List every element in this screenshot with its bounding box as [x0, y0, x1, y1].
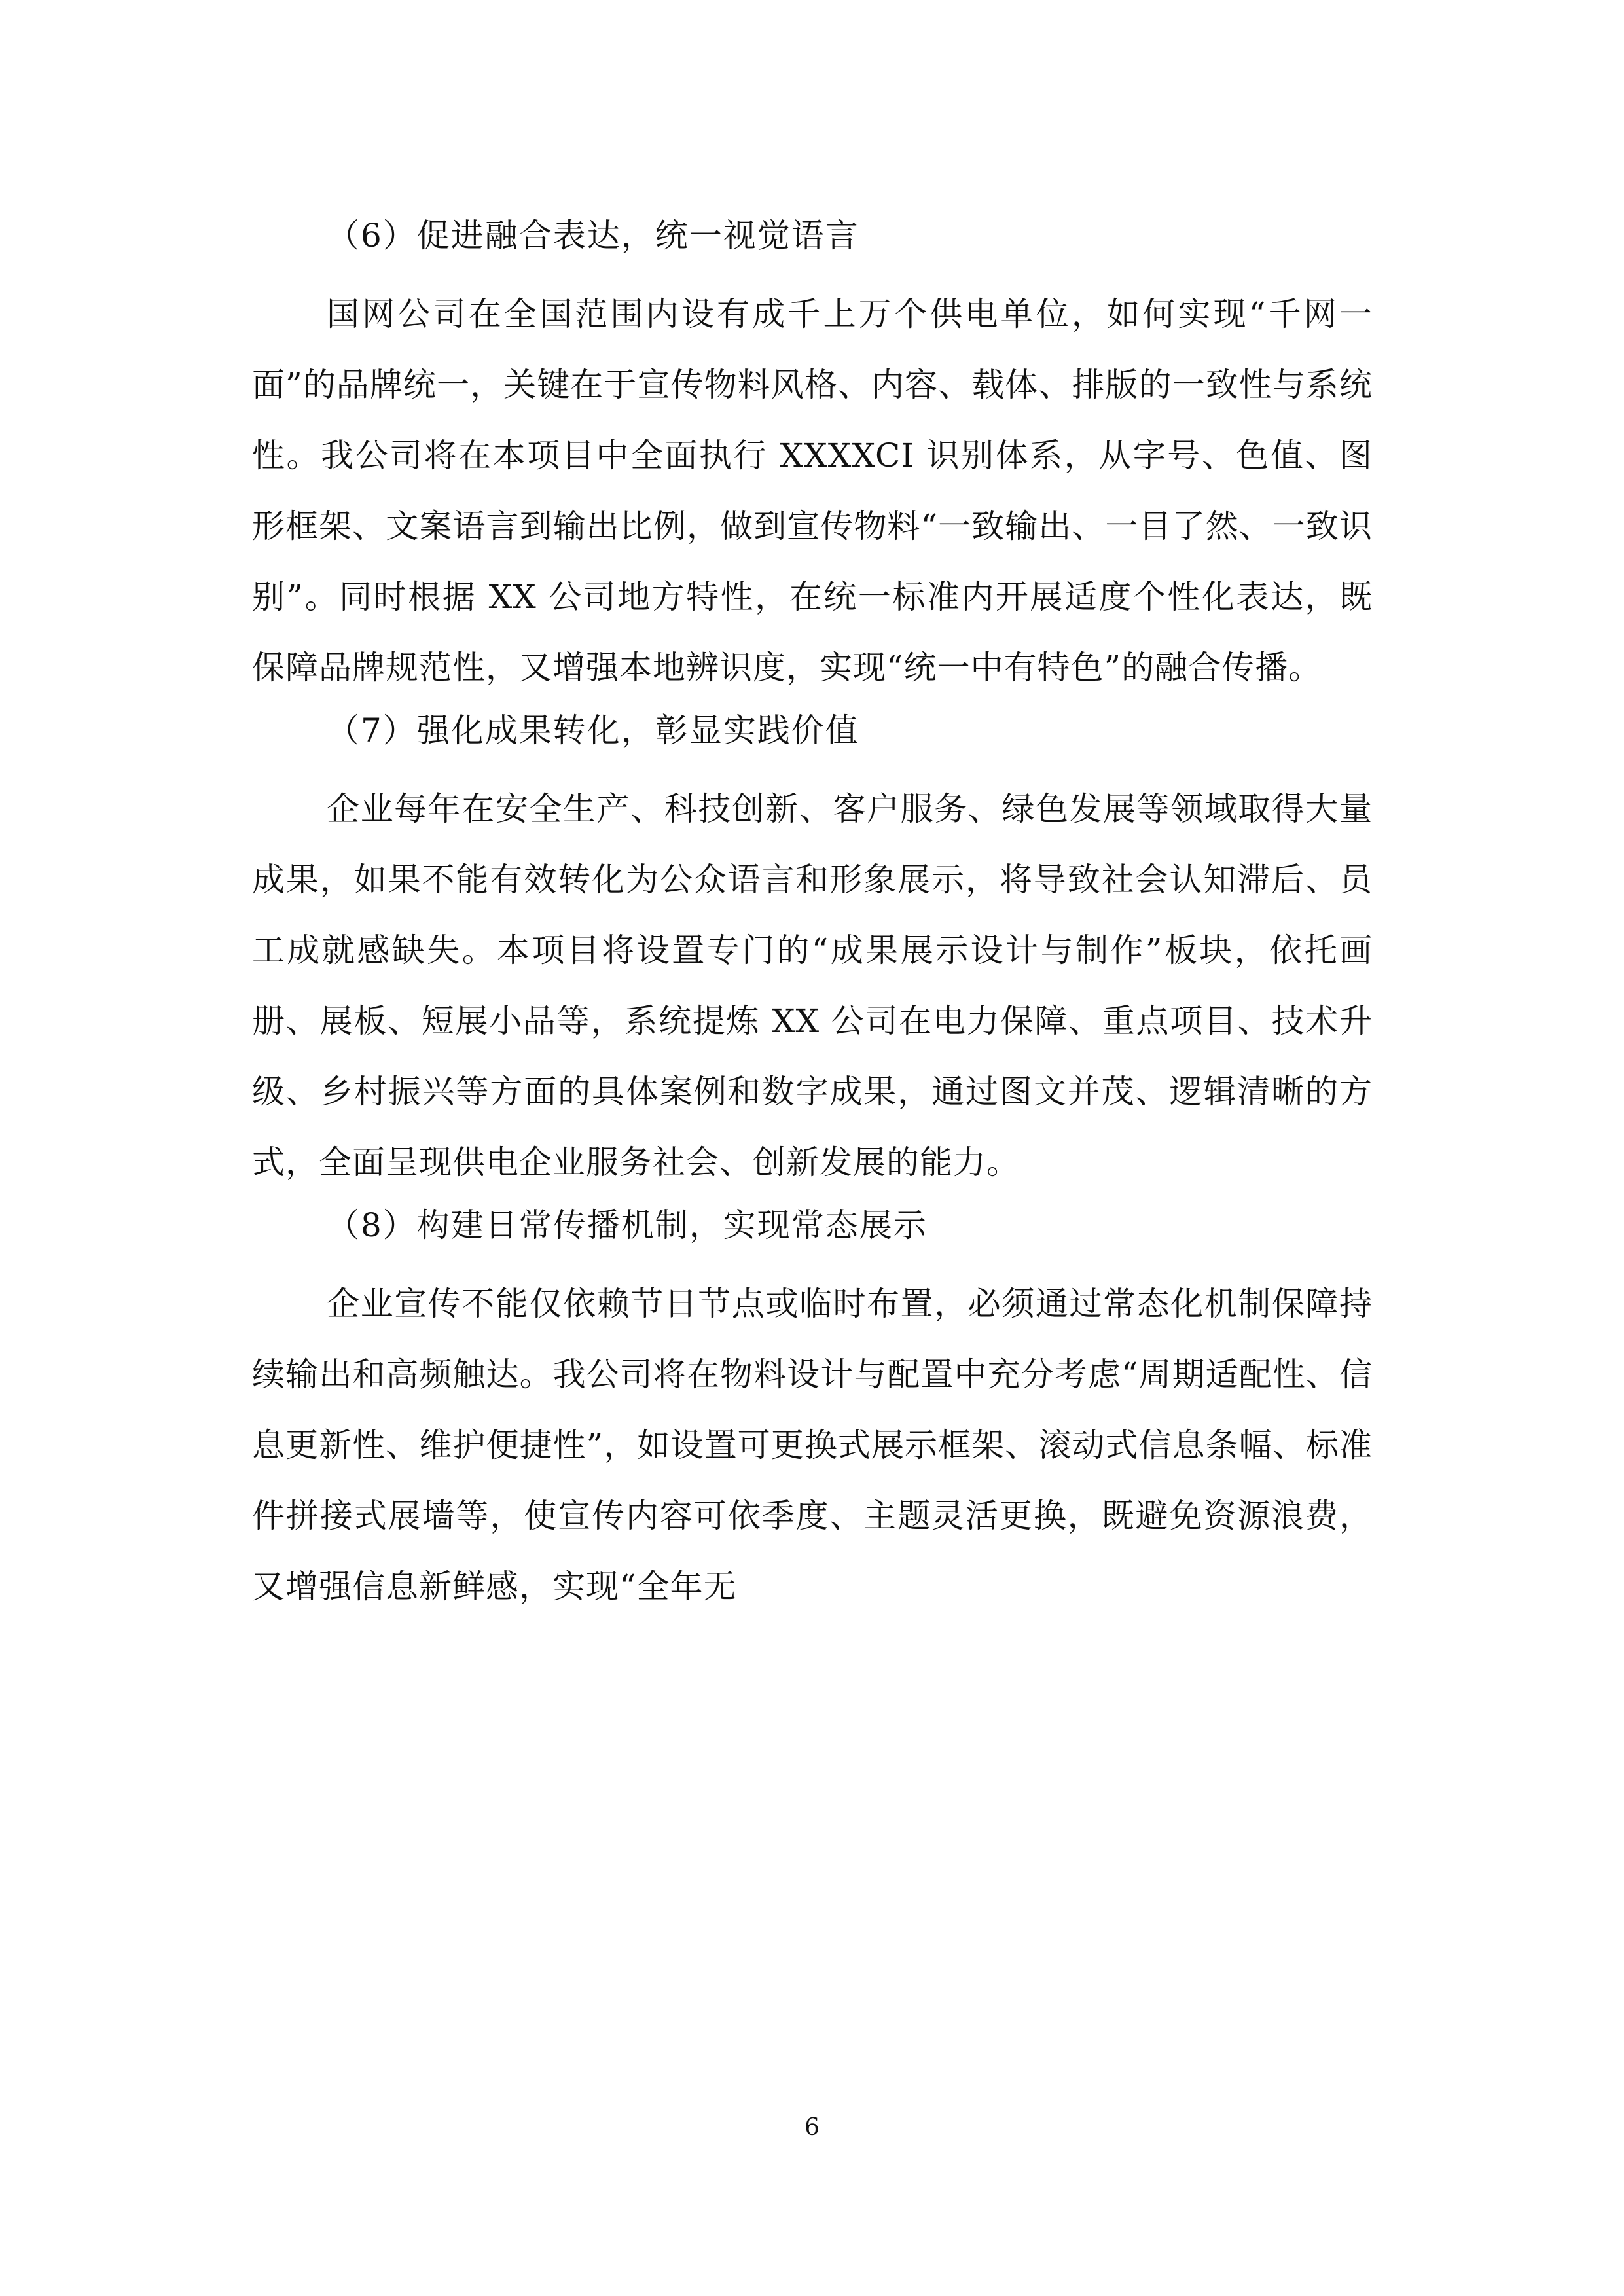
section-paragraph-7: 企业每年在安全生产、科技创新、客户服务、绿色发展等领域取得大量成果，如果不能有效转化为公众语言和形象展示，将导致社会认知滞后、员工成就感缺失。本项目将设置专门的“成果展示设计与制作”板块，依托画册、展板、短展小品等，系统提炼 XX 公司在电力保障、重点项目、技术升级、乡村振兴等方面的具体案例和数字成果，通过图文并茂、逻辑清晰的方式，全面呈现供电企业服务社会、创新发展的能力。 — [252, 790, 1373, 1181]
document-body — [252, 208, 1373, 1622]
section-heading-8: （8）构建日常传播机制，实现常态展示 — [327, 1206, 928, 1244]
page-number: 6 — [804, 2114, 820, 2141]
section-heading-7: （7）强化成果转化，彰显实践价值 — [327, 711, 859, 749]
section-paragraph-6: 国网公司在全国范围内设有成千上万个供电单位，如何实现“千网一面”的品牌统一，关键在于宣传物料风格、内容、载体、排版的一致性与系统性。我公司将在本项目中全面执行 XXXXCI 识别体系，从字号、色值、图形框架、文案语言到输出比例，做到宣传物料“一致输出、一目了然、一致识别”。同时根据 XX 公司地方特性，在统一标准内开展适度个性化表达，既保障品牌规范性，又增强本地辨识度，实现“统一中有特色”的融合传播。 — [252, 295, 1373, 687]
section-paragraph-8: 企业宣传不能仅依赖节日节点或临时布置，必须通过常态化机制保障持续输出和高频触达。我公司将在物料设计与配置中充分考虑“周期适配性、信息更新性、维护便捷性”，如设置可更换式展示框架、滚动式信息条幅、标准件拼接式展墙等，使宣传内容可依季度、主题灵活更换，既避免资源浪费，又增强信息新鲜感，实现“全年无 — [252, 1285, 1373, 1605]
section-heading-6: （6）促进融合表达，统一视觉语言 — [327, 217, 859, 255]
